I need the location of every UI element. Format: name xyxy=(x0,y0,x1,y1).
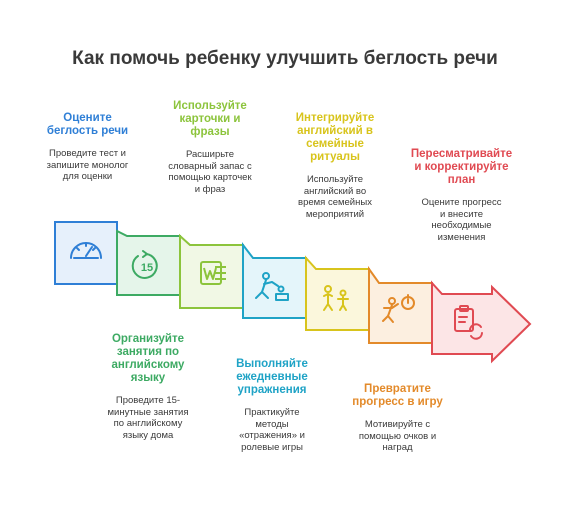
step-2-text xyxy=(98,333,198,441)
step-4-text xyxy=(222,358,322,453)
step-3-text xyxy=(160,100,260,195)
step-5-heading: Интегрируйте английский в семейные ритуалы xyxy=(295,112,375,163)
step-4-panel xyxy=(243,245,306,318)
step-5-panel xyxy=(306,258,369,330)
step-6-description: Мотивируйте с помощью очков и наград xyxy=(358,419,437,453)
step-1-description: Проведите тест и запишите монолог для оценки xyxy=(46,148,129,182)
step-4-description: Практикуйте методы «отражения» и ролевые игры xyxy=(239,407,305,453)
step-7-panel xyxy=(432,283,530,361)
step-6-heading: Превратите прогресс в игру xyxy=(352,383,443,408)
step-7-heading: Пересматривайте и корректируйте план xyxy=(410,148,513,186)
step-7-text xyxy=(404,148,519,243)
step-3-heading: Используйте карточки и фразы xyxy=(173,100,247,138)
step-7-description: Оцените прогресс и внесите необходимые изменения xyxy=(421,197,502,243)
svg-text:15: 15 xyxy=(140,262,154,274)
step-1-heading: Оцените беглость речи xyxy=(46,112,129,137)
step-1-text xyxy=(40,112,135,183)
step-5-description: Используйте английский во время семейных мероприятий xyxy=(298,174,372,220)
step-2-panel xyxy=(117,231,180,295)
step-1-panel xyxy=(55,222,117,284)
step-5-text xyxy=(285,112,385,220)
step-2-description: Проведите 15- минутные занятия по английскому языку дома xyxy=(107,395,189,441)
step-3-description: Расширьте словарный запас с помощью карточек и фраз xyxy=(168,149,252,195)
page-title: Как помочь ребенку улучшить беглость речи xyxy=(72,48,498,69)
step-4-heading: Выполняйте ежедневные упражнения xyxy=(236,358,308,396)
step-3-panel xyxy=(180,236,243,308)
step-2-heading: Организуйте занятия по английскому языку xyxy=(111,333,185,384)
step-6-text xyxy=(345,383,450,454)
step-6-panel xyxy=(369,269,432,343)
